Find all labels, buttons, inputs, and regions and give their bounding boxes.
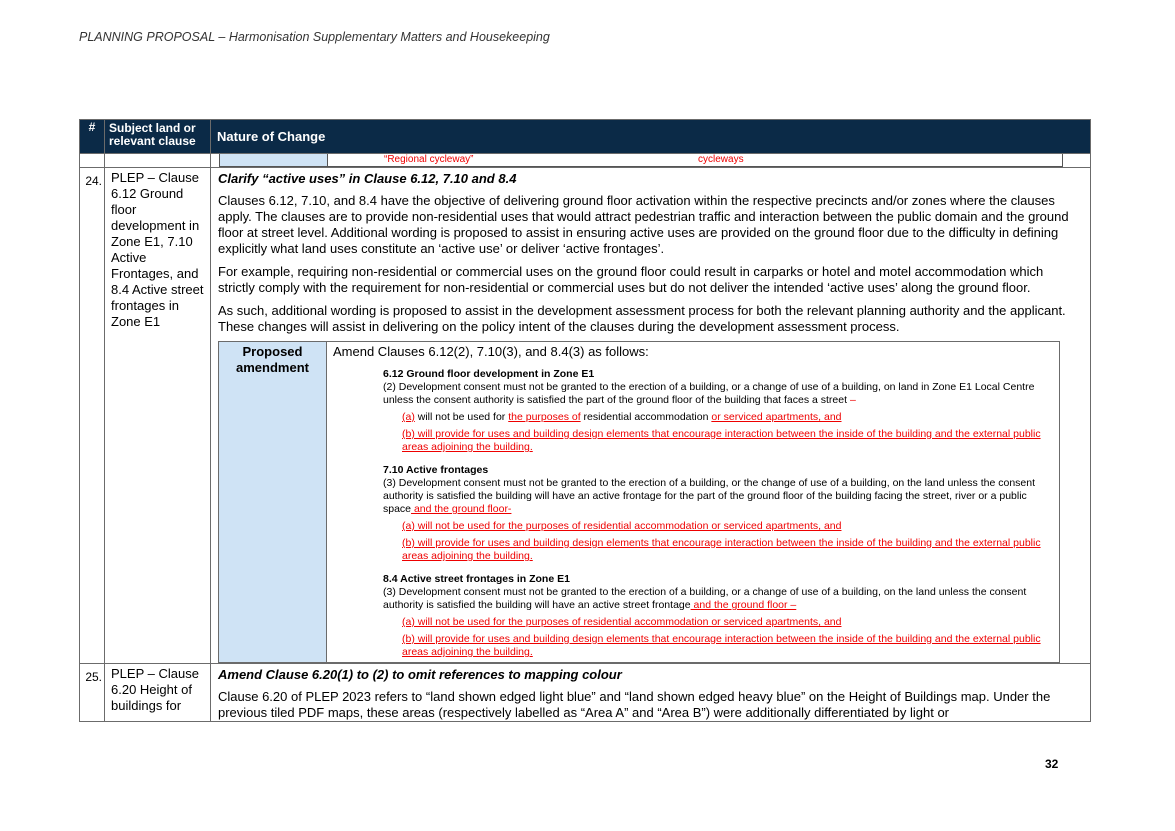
continued-text-right: cycleways bbox=[698, 154, 744, 165]
header-num: # bbox=[80, 120, 105, 154]
clause-item-a: (a) will not be used for the purposes of residential accommodation or serviced apartments, and bbox=[402, 520, 842, 532]
page-number: 32 bbox=[1045, 757, 1059, 771]
clause-item-b: (b) will provide for uses and building design elements that encourage interaction between the inside of the building and the external public areas adjoining the building. bbox=[402, 537, 1041, 562]
row-number: 24. bbox=[80, 168, 105, 664]
clause-8-4 bbox=[383, 573, 1053, 659]
amendment-box bbox=[218, 341, 1060, 663]
clause-6-12 bbox=[383, 368, 1053, 454]
table-header-row bbox=[80, 120, 1091, 154]
table-row bbox=[80, 168, 1091, 664]
continuation-row bbox=[80, 154, 1091, 168]
amendment-label: Proposed amendment bbox=[219, 342, 327, 663]
header-nature: Nature of Change bbox=[211, 120, 1091, 154]
clause-item-b: (b) will provide for uses and building design elements that encourage interaction between the inside of the building and the external public areas adjoining the building. bbox=[402, 428, 1041, 453]
row-nature bbox=[211, 664, 1091, 722]
clause-heading: 6.12 Ground floor development in Zone E1 bbox=[383, 368, 595, 380]
clause-heading: 8.4 Active street frontages in Zone E1 bbox=[383, 573, 570, 585]
change-title: Amend Clause 6.20(1) to (2) to omit references to mapping colour bbox=[218, 667, 622, 682]
change-title: Clarify “active uses” in Clause 6.12, 7.10 and 8.4 bbox=[218, 171, 517, 186]
continued-text-left: “Regional cycleway” bbox=[384, 154, 474, 165]
changes-table bbox=[79, 119, 1091, 722]
page-header: PLANNING PROPOSAL – Harmonisation Supplementary Matters and Housekeeping bbox=[79, 30, 550, 44]
clause-item-a: (a) will not be used for the purposes of residential accommodation or serviced apartments, and bbox=[402, 616, 842, 628]
row-nature bbox=[211, 168, 1091, 664]
clause-dash: – bbox=[847, 394, 856, 406]
clause-7-10 bbox=[383, 464, 1053, 563]
row-subject: PLEP – Clause 6.12 Ground floor development in Zone E1, 7.10 Active Frontages, and 8.4 Active street frontages in Zone E1 bbox=[105, 168, 211, 664]
change-paragraph: As such, additional wording is proposed to assist in the development assessment process for both the relevant planning authority and the applicant. These changes will assist in delivering on the policy intent of the clauses during the development assessment process. bbox=[218, 303, 1066, 334]
clause-insert: and the ground floor- bbox=[411, 503, 512, 515]
table-row bbox=[80, 664, 1091, 722]
clause-body: (3) Development consent must not be granted to the erection of a building, or a change of use of a building, on the land unless the consent authority is satisfied the building will have an active street frontage bbox=[383, 586, 1027, 611]
clause-body: (3) Development consent must not be granted to the erection of a building, or the change of use of a building, on the land unless the consent authority is satisfied the building will have an active frontage for the part of the ground floor of the building facing the street, river or a public space bbox=[383, 477, 1036, 515]
clause-item-b: (b) will provide for uses and building design elements that encourage interaction between the inside of the building and the external public areas adjoining the building. bbox=[402, 633, 1041, 658]
clause-heading: 7.10 Active frontages bbox=[383, 464, 489, 476]
change-paragraph: Clause 6.20 of PLEP 2023 refers to “land shown edged light blue” and “land shown edged heavy blue” on the Height of Buildings map. Under the previous tiled PDF maps, these areas (respectively labelled as “Area A” and “Area B”) were additionally differentiated by light or bbox=[218, 689, 1051, 720]
clause-body: (2) Development consent must not be granted to the erection of a building, or a change of use of a building, on land in Zone E1 Local Centre unless the consent authority is satisfied the part of the ground floor of the building that faces a street bbox=[383, 381, 1035, 406]
continued-amendment-box bbox=[219, 154, 1063, 167]
header-subject: Subject land or relevant clause bbox=[105, 120, 211, 154]
change-paragraph: Clauses 6.12, 7.10, and 8.4 have the objective of delivering ground floor activation within the respective precincts and/or zones where the clauses apply. The clauses are to provide non-residential uses that would attract pedestrian traffic and interaction between the public domain and the ground floor at street level. Additional wording is proposed to assist in ensuring active uses are provided on the ground floor due to the difficulty in defining explicitly what land uses constitute an ‘active use’ or deliver ‘active frontages’. bbox=[218, 193, 1069, 256]
clause-item-a: (a) will not be used for the purposes of residential accommodation or serviced apartments, and bbox=[402, 411, 842, 423]
row-subject: PLEP – Clause 6.20 Height of buildings for bbox=[105, 664, 211, 722]
change-paragraph: For example, requiring non-residential or commercial uses on the ground floor could result in carparks or hotel and motel accommodation which strictly comply with the requirement for non-residential or commercial uses but do not deliver the intended ‘active uses’ along the ground floor. bbox=[218, 264, 1044, 295]
amendment-intro: Amend Clauses 6.12(2), 7.10(3), and 8.4(3) as follows: bbox=[333, 344, 649, 359]
clause-insert: and the ground floor – bbox=[690, 599, 797, 611]
row-number: 25. bbox=[80, 664, 105, 722]
